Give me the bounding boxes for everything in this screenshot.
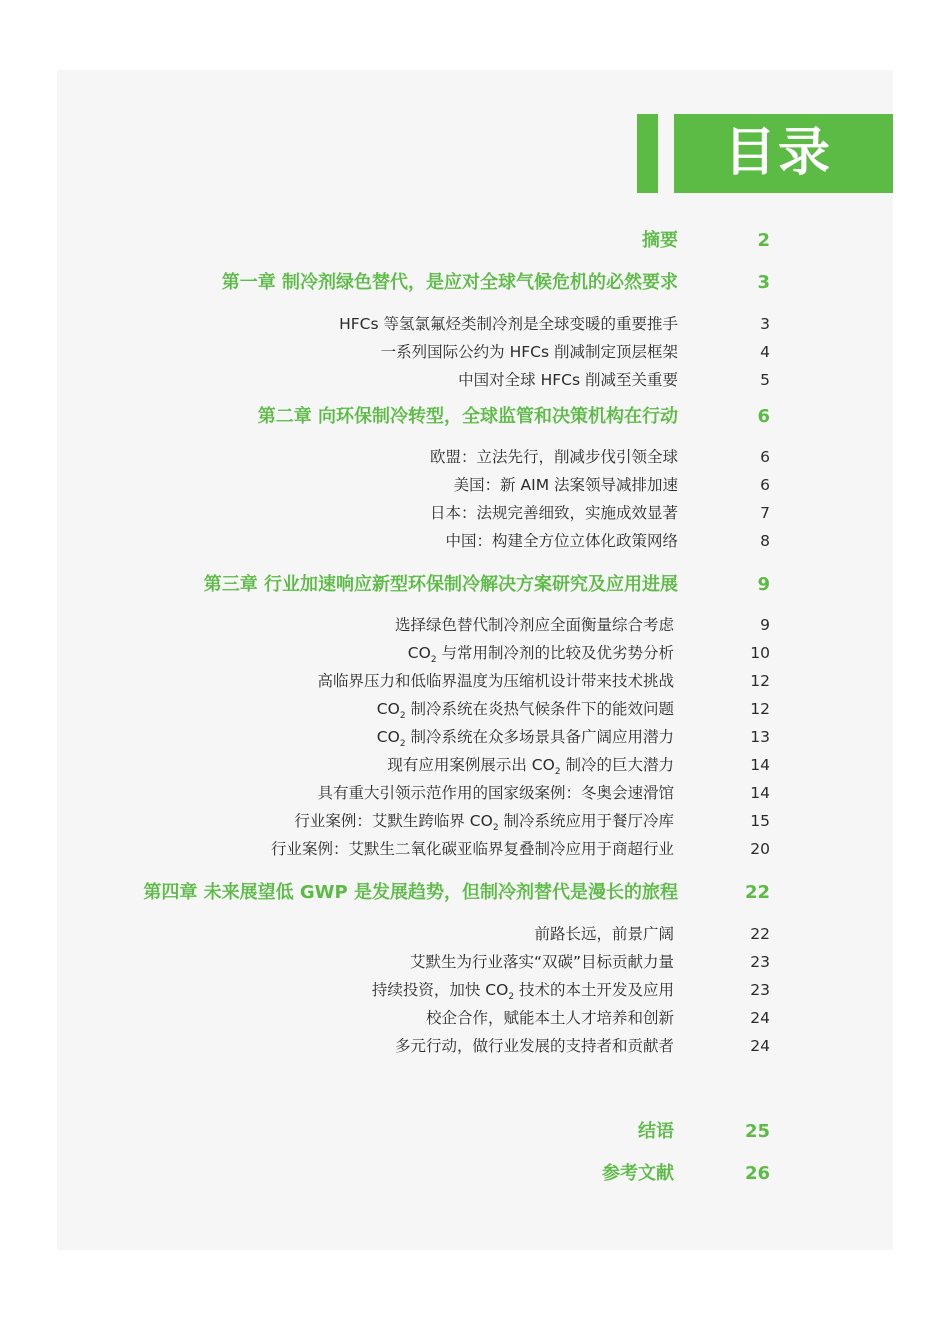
toc-item[interactable]: [0, 367, 950, 393]
toc-label: 具有重大引领示范作用的国家级案例：冬奥会速滑馆: [317, 784, 674, 802]
toc-page: 9: [757, 574, 770, 595]
toc-page: 6: [760, 476, 770, 494]
toc-label: 高临界压力和低临界温度为压缩机设计带来技术挑战: [317, 672, 674, 690]
toc-page: 12: [750, 700, 770, 718]
toc-label: $CO_2$ 制冷系统在众多场景具备广阔应用潜力: [376, 728, 674, 749]
toc-item[interactable]: [0, 752, 950, 778]
toc-page: 24: [750, 1009, 770, 1027]
toc-item[interactable]: [0, 612, 950, 638]
toc-label: 日本：法规完善细致，实施成效显著: [429, 504, 678, 522]
toc-item[interactable]: [0, 472, 950, 498]
toc-item[interactable]: [0, 528, 950, 554]
toc-label: 艾默生为行业落实“双碳”目标贡献力量: [409, 953, 674, 971]
toc-label: 中国对全球 HFCs 削减至关重要: [458, 371, 678, 389]
toc-entry-references[interactable]: [0, 1161, 950, 1187]
toc-item[interactable]: [0, 696, 950, 722]
toc-page: 23: [750, 981, 770, 999]
toc-page: 14: [750, 784, 770, 802]
toc-label: 第一章 制冷剂绿色替代，是应对全球气候危机的必然要求: [221, 272, 678, 293]
toc-page: 8: [760, 532, 770, 550]
toc-label: 第三章 行业加速响应新型环保制冷解决方案研究及应用进展: [203, 574, 678, 595]
toc-item[interactable]: [0, 1033, 950, 1059]
toc-item[interactable]: [0, 444, 950, 470]
toc-page: 6: [760, 448, 770, 466]
toc-page: 22: [744, 882, 770, 903]
toc-page: 23: [750, 953, 770, 971]
toc-item[interactable]: [0, 339, 950, 365]
toc-entry-summary[interactable]: [0, 228, 950, 254]
toc-label: 结语: [638, 1121, 674, 1142]
toc-label: 摘要: [642, 230, 678, 251]
toc-item[interactable]: [0, 640, 950, 666]
toc-page: 13: [750, 728, 770, 746]
toc-entry-chapter-1[interactable]: [0, 270, 950, 296]
toc-page: 14: [750, 756, 770, 774]
toc-label: 校企合作，赋能本土人才培养和创新: [425, 1009, 674, 1027]
toc-label: 中国：构建全方位立体化政策网络: [445, 532, 678, 550]
toc-entry-chapter-2[interactable]: [0, 404, 950, 430]
toc-page: 7: [760, 504, 770, 522]
toc-label: 参考文献: [602, 1163, 674, 1184]
toc-page: 24: [750, 1037, 770, 1055]
toc-page: 22: [750, 925, 770, 943]
toc-page: 3: [760, 315, 770, 333]
toc-item[interactable]: [0, 836, 950, 862]
toc-entry-chapter-3[interactable]: [0, 572, 950, 598]
toc-item[interactable]: [0, 949, 950, 975]
toc-label: $CO_2$ 制冷系统在炎热气候条件下的能效问题: [376, 700, 674, 721]
toc-item[interactable]: [0, 500, 950, 526]
toc-page: 2: [757, 230, 770, 251]
toc-entry-conclusion[interactable]: [0, 1119, 950, 1145]
toc-page: 4: [760, 343, 770, 361]
toc-label: 现有应用案例展示出 $CO_2$ 制冷的巨大潜力: [387, 756, 674, 777]
toc-label: 前路长远，前景广阔: [534, 925, 674, 943]
toc-label: 一系列国际公约为 HFCs 削减制定顶层框架: [380, 343, 678, 361]
toc-item[interactable]: [0, 780, 950, 806]
toc-page: 25: [744, 1121, 770, 1142]
toc-page: 20: [750, 840, 770, 858]
toc-label: 行业案例：艾默生跨临界 $CO_2$ 制冷系统应用于餐厅冷库: [294, 812, 674, 833]
toc-item[interactable]: [0, 921, 950, 947]
title-accent-bar: [637, 114, 658, 193]
toc-label: 行业案例：艾默生二氧化碳亚临界复叠制冷应用于商超行业: [270, 840, 674, 858]
toc-label: 第四章 未来展望低 GWP 是发展趋势，但制冷剂替代是漫长的旅程: [143, 882, 678, 903]
toc-entry-chapter-4[interactable]: [0, 880, 950, 906]
toc-item[interactable]: [0, 724, 950, 750]
page-title: 目录: [674, 114, 893, 193]
toc-page: 3: [757, 272, 770, 293]
toc-item[interactable]: [0, 311, 950, 337]
toc-label: 多元行动，做行业发展的支持者和贡献者: [394, 1037, 674, 1055]
toc-page: 10: [750, 644, 770, 662]
toc-label: 选择绿色替代制冷剂应全面衡量综合考虑: [394, 616, 674, 634]
toc-label: 持续投资，加快 $CO_2$ 技术的本土开发及应用: [371, 981, 674, 1002]
toc-item[interactable]: [0, 808, 950, 834]
toc-page: 9: [760, 616, 770, 634]
toc-page: 15: [750, 812, 770, 830]
toc-label: 欧盟：立法先行，削减步伐引领全球: [429, 448, 678, 466]
toc-page: 12: [750, 672, 770, 690]
toc-item[interactable]: [0, 1005, 950, 1031]
toc-page: 6: [757, 406, 770, 427]
toc-page: 26: [744, 1163, 770, 1184]
toc-item[interactable]: [0, 977, 950, 1003]
toc-label: HFCs 等氢氯氟烃类制冷剂是全球变暖的重要推手: [339, 315, 678, 333]
toc-label: 美国：新 AIM 法案领导减排加速: [453, 476, 678, 494]
toc-page: 5: [760, 371, 770, 389]
toc-item[interactable]: [0, 668, 950, 694]
toc-label: 第二章 向环保制冷转型，全球监管和决策机构在行动: [257, 406, 678, 427]
toc-label: $CO_2$ 与常用制冷剂的比较及优劣势分析: [407, 644, 674, 665]
